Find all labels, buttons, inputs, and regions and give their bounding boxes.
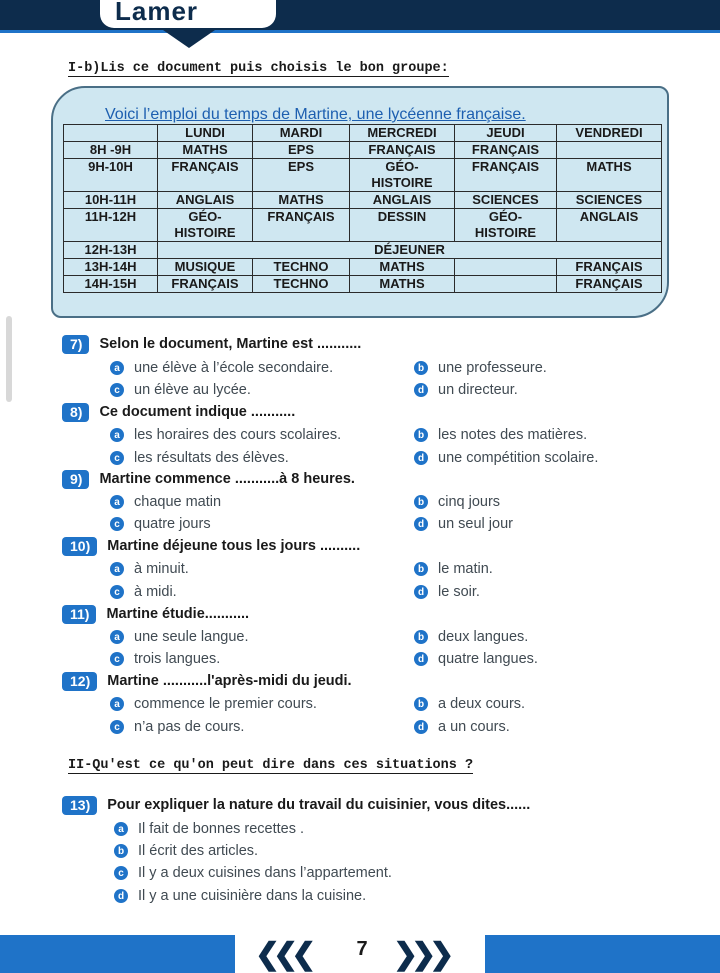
option-letter-icon: d [414,383,428,397]
option-a[interactable] [110,358,333,378]
subject-cell: TECHNO [253,276,350,293]
option-letter-icon: d [414,652,428,666]
subject-cell: MATHS [350,276,455,293]
subject-cell: FRANÇAIS [350,142,455,159]
option-label: n’a pas de cours. [134,719,245,735]
option-c[interactable] [110,448,289,468]
option-d[interactable] [414,380,518,400]
option-label: un seul jour [438,516,513,532]
option-a[interactable] [110,425,341,445]
corner-cell [64,125,158,142]
timetable-caption: Voici l’emploi du temps de Martine, une lycéenne française. [105,106,526,123]
subject-cell: MATHS [557,159,662,192]
time-cell: 13H-14H [64,259,158,276]
option-letter-icon: b [414,495,428,509]
option-label: Il écrit des articles. [138,843,259,859]
option-b[interactable] [414,492,500,512]
option-letter-icon: a [110,562,124,576]
brand-logo: Lamer [115,0,199,26]
option-letter-icon: c [110,652,124,666]
option-label: un directeur. [438,382,518,398]
option-label: le soir. [438,584,480,600]
subject-cell: MATHS [158,142,253,159]
option-label: chaque matin [134,494,222,510]
day-header: MARDI [253,125,350,142]
option-d[interactable] [114,886,366,906]
question-text: Martine ...........l'après-midi du jeudi. [107,673,352,689]
option-d[interactable] [414,582,480,602]
question-11 [62,604,249,624]
option-letter-icon: c [110,720,124,734]
previous-chevrons-icon[interactable]: ❮❮❮ [255,938,310,971]
subject-cell: DESSIN [350,209,455,242]
subject-cell: ANGLAIS [557,209,662,242]
option-label: Il y a une cuisinière dans la cuisine. [138,888,367,904]
timetable-row [64,259,662,276]
option-letter-icon: c [114,866,128,880]
question-number: 10) [62,537,97,556]
option-b[interactable] [414,694,525,714]
option-b[interactable] [414,425,587,445]
option-letter-icon: a [110,428,124,442]
option-label: une professeure. [438,360,547,376]
option-c[interactable] [114,863,392,883]
option-letter-icon: a [110,495,124,509]
subject-cell: ANGLAIS [158,192,253,209]
subject-cell: ANGLAIS [350,192,455,209]
option-label: commence le premier cours. [134,696,317,712]
option-c[interactable] [110,649,220,669]
subject-cell: FRANÇAIS [455,142,557,159]
question-text: Ce document indique ........... [99,404,296,420]
option-label: a deux cours. [438,696,526,712]
time-cell: 11H-12H [64,209,158,242]
option-label: à midi. [134,584,177,600]
question-number: 9) [62,470,89,489]
subject-cell: FRANÇAIS [253,209,350,242]
option-letter-icon: d [414,585,428,599]
question-8 [62,402,295,422]
scrollbar-thumb[interactable] [6,316,12,402]
option-label: Il fait de bonnes recettes . [138,821,305,837]
timetable [63,124,662,293]
option-letter-icon: b [414,697,428,711]
option-c[interactable] [110,717,244,737]
question-number: 8) [62,403,89,422]
subject-cell: FRANÇAIS [158,159,253,192]
option-letter-icon: c [110,383,124,397]
subject-cell: FRANÇAIS [455,159,557,192]
option-d[interactable] [414,717,510,737]
option-letter-icon: d [414,517,428,531]
option-letter-icon: b [414,361,428,375]
option-b[interactable] [414,627,528,647]
option-d[interactable] [414,448,598,468]
option-letter-icon: a [110,630,124,644]
question-12 [62,671,352,691]
option-label: les notes des matières. [438,427,588,443]
option-c[interactable] [110,380,251,400]
option-letter-icon: c [110,517,124,531]
option-b[interactable] [114,841,258,861]
subject-cell: FRANÇAIS [158,276,253,293]
section-title: I-b)Lis ce document puis choisis le bon groupe: [68,61,449,76]
subject-cell: FRANÇAIS [557,276,662,293]
option-a[interactable] [114,819,304,839]
option-label: cinq jours [438,494,501,510]
option-d[interactable] [414,649,538,669]
timetable-row [64,159,662,192]
subject-cell: SCIENCES [455,192,557,209]
question-7 [62,334,361,354]
subject-cell [557,142,662,159]
subject-cell: MATHS [253,192,350,209]
option-a[interactable] [110,492,221,512]
question-text: Pour expliquer la nature du travail du cuisinier, vous dites...... [107,797,531,813]
option-a[interactable] [110,627,249,647]
option-label: le matin. [438,561,493,577]
day-header: VENDREDI [557,125,662,142]
option-label: quatre langues. [438,651,538,667]
option-letter-icon: b [414,562,428,576]
subject-cell: MUSIQUE [158,259,253,276]
subject-cell: TECHNO [253,259,350,276]
day-header: JEUDI [455,125,557,142]
option-letter-icon: d [414,720,428,734]
subject-cell [455,259,557,276]
option-b[interactable] [414,358,547,378]
option-letter-icon: a [114,822,128,836]
timetable-header-row [64,125,662,142]
question-text: Selon le document, Martine est ........... [99,336,362,352]
day-header: MERCREDI [350,125,455,142]
option-label: a un cours. [438,719,510,735]
option-letter-icon: c [110,451,124,465]
option-label: Il y a deux cuisines dans l’appartement. [138,865,392,881]
option-d[interactable] [414,514,513,534]
option-label: quatre jours [134,516,211,532]
subject-cell: EPS [253,142,350,159]
question-text: Martine commence ...........à 8 heures. [99,471,355,487]
option-letter-icon: c [110,585,124,599]
option-label: une élève à l’école secondaire. [134,360,334,376]
timetable-row [64,192,662,209]
question-10 [62,536,360,556]
question-number: 12) [62,672,97,691]
option-letter-icon: b [414,428,428,442]
timetable-row [64,209,662,242]
time-cell: 14H-15H [64,276,158,293]
timetable-row [64,142,662,159]
option-letter-icon: d [414,451,428,465]
question-number: 11) [62,605,96,624]
time-cell: 8H -9H [64,142,158,159]
next-chevrons-icon[interactable]: ❯❯❯ [393,938,448,971]
option-c[interactable] [110,514,211,534]
question-9 [62,469,355,489]
time-cell: 10H-11H [64,192,158,209]
option-label: à minuit. [134,561,189,577]
subject-cell: MATHS [350,259,455,276]
page-number: 7 [356,938,368,960]
option-letter-icon: d [114,889,128,903]
question-text: Martine étudie........... [106,606,250,622]
time-cell: 12H-13H [64,242,158,259]
option-label: une seule langue. [134,629,249,645]
option-letter-icon: b [414,630,428,644]
subject-cell: EPS [253,159,350,192]
option-label: les horaires des cours scolaires. [134,427,342,443]
lunch-cell: DÉJEUNER [158,242,662,259]
question-number: 7) [62,335,89,354]
option-label: trois langues. [134,651,221,667]
question-text: Martine déjeune tous les jours .......... [107,538,361,554]
logo-arrow-icon [163,30,215,48]
section-title: II-Qu'est ce qu'on peut dire dans ces situations ? [68,758,474,773]
option-a[interactable] [110,559,189,579]
timetable-row [64,276,662,293]
option-letter-icon: b [114,844,128,858]
subject-cell: SCIENCES [557,192,662,209]
header-accent-line [0,30,720,33]
subject-cell: FRANÇAIS [557,259,662,276]
subject-cell [455,276,557,293]
option-a[interactable] [110,694,317,714]
timetable-row [64,242,662,259]
day-header: LUNDI [158,125,253,142]
option-letter-icon: a [110,697,124,711]
option-label: un élève au lycée. [134,382,251,398]
option-b[interactable] [414,559,493,579]
question-number: 13) [62,796,97,815]
time-cell: 9H-10H [64,159,158,192]
question-13 [62,795,530,815]
option-label: deux langues. [438,629,529,645]
subject-cell: GÉO- HISTOIRE [350,159,455,192]
option-label: les résultats des élèves. [134,450,289,466]
option-label: une compétition scolaire. [438,450,599,466]
option-letter-icon: a [110,361,124,375]
option-c[interactable] [110,582,177,602]
subject-cell: GÉO- HISTOIRE [455,209,557,242]
subject-cell: GÉO- HISTOIRE [158,209,253,242]
